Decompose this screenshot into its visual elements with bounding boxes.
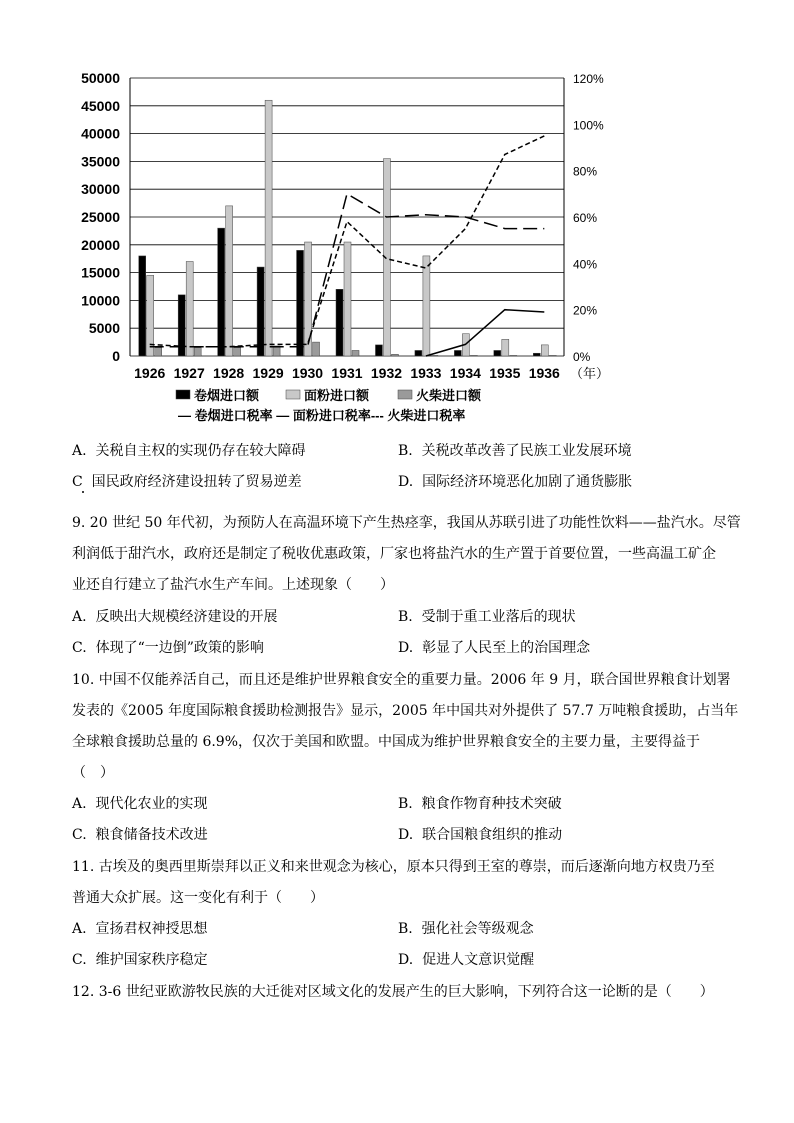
y-left-tick-label: 45000 bbox=[81, 97, 120, 114]
y-left-tick-label: 10000 bbox=[81, 292, 120, 309]
bar-火柴进口额-1935 bbox=[510, 355, 517, 356]
x-tick-label: 1931 bbox=[331, 365, 363, 381]
q9-option-d-text: 彰显了人民至上的治国理念 bbox=[422, 640, 591, 656]
q9-option-b-label: B. bbox=[398, 609, 413, 625]
q11-option-c-text: 维护国家秩序稳定 bbox=[95, 952, 208, 968]
bar-面粉进口额-1930 bbox=[305, 242, 312, 356]
bar-面粉进口额-1927 bbox=[186, 261, 193, 356]
y-right-tick-label: 80% bbox=[573, 164, 598, 179]
chart-legend bbox=[176, 388, 482, 423]
legend-swatch bbox=[176, 390, 190, 399]
y-left-tick-label: 0 bbox=[112, 348, 120, 364]
tariff-import-chart bbox=[0, 60, 794, 430]
q8-option-b-label: B. bbox=[398, 443, 413, 459]
y-left-tick-label: 5000 bbox=[88, 320, 120, 337]
chart-bars bbox=[139, 100, 557, 356]
q12-stem-line-1: 12. 3-6 世纪亚欧游牧民族的大迁徙对区域文化的发展产生的巨大影响，下列符合这一论断的是（ ） bbox=[72, 984, 714, 1000]
legend-row-2: — 卷烟进口税率 — 面粉进口税率--- 火柴进口税率 bbox=[178, 408, 466, 423]
legend-label: 火柴进口额 bbox=[416, 388, 482, 403]
y-right-tick-label: 60% bbox=[573, 211, 598, 225]
q11-stem-line-2: 普通大众扩展。这一变化有利于（ ） bbox=[72, 890, 324, 906]
q8-option-d-label: D. bbox=[398, 474, 414, 490]
x-tick-label: 1928 bbox=[213, 365, 245, 381]
bar-卷烟进口额-1929 bbox=[257, 267, 264, 356]
bar-卷烟进口额-1936 bbox=[533, 353, 540, 356]
y-right-tick-label: 20% bbox=[573, 303, 598, 318]
q10-stem-line-4: （ ） bbox=[72, 765, 114, 781]
q9-stem-line-1: 9. 20 世纪 50 年代初，为预防人在高温环境下产生热痉挛，我国从苏联引进了功能性饮料——盐汽水。尽管 bbox=[72, 515, 741, 531]
q10-option-a-label: A. bbox=[72, 796, 87, 812]
q11-option-b[interactable] bbox=[398, 919, 534, 939]
q10-option-c-text: 粮食储备技术改进 bbox=[95, 827, 208, 843]
q10-option-d-label: D. bbox=[398, 827, 414, 843]
x-tick-label: 1927 bbox=[173, 365, 205, 381]
q8-option-c[interactable] bbox=[72, 472, 302, 492]
bar-火柴进口额-1927 bbox=[194, 348, 201, 356]
y-right-tick-label: 40% bbox=[573, 257, 598, 272]
q8-option-d[interactable] bbox=[398, 472, 632, 492]
bar-火柴进口额-1926 bbox=[155, 348, 162, 356]
q8-option-c-text: 国民政府经济建设扭转了贸易逆差 bbox=[91, 474, 302, 490]
bar-卷烟进口额-1935 bbox=[494, 350, 501, 356]
bar-火柴进口额-1936 bbox=[549, 355, 556, 356]
legend-label: 卷烟进口额 bbox=[194, 388, 260, 403]
q9-stem-line-3: 业还自行建立了盐汽水生产车间。上述现象（ ） bbox=[72, 577, 394, 593]
stray-dot bbox=[82, 491, 84, 493]
q8-option-a-label: A. bbox=[72, 443, 87, 459]
bar-火柴进口额-1932 bbox=[391, 354, 398, 356]
q10-stem-line-1: 10. 中国不仅能养活自己，而且还是维护世界粮食安全的重要力量。2006 年 9 月，联合国世界粮食计划署 bbox=[72, 672, 731, 688]
line-卷烟进口税率 bbox=[426, 310, 544, 356]
bar-火柴进口额-1934 bbox=[470, 355, 477, 356]
bar-火柴进口额-1931 bbox=[352, 350, 359, 356]
y-right-tick-label: 0% bbox=[573, 350, 591, 364]
x-tick-label: 1932 bbox=[370, 365, 403, 381]
q11-option-d-label: D. bbox=[398, 952, 414, 968]
legend-swatch bbox=[398, 390, 412, 399]
q8-option-b-text: 关税改革改善了民族工业发展环境 bbox=[421, 443, 632, 459]
bar-面粉进口额-1933 bbox=[423, 256, 430, 356]
q11-option-a[interactable] bbox=[72, 919, 207, 939]
x-tick-label: 1933 bbox=[410, 365, 442, 381]
q9-option-d[interactable] bbox=[398, 638, 590, 658]
q10-option-b[interactable] bbox=[398, 794, 562, 814]
x-tick-label: 1936 bbox=[528, 365, 560, 381]
bar-面粉进口额-1936 bbox=[541, 345, 548, 356]
bar-卷烟进口额-1932 bbox=[375, 345, 382, 356]
q9-option-a-label: A. bbox=[72, 609, 87, 625]
q10-stem-line-3: 全球粮食援助总量的 6.9%，仅次于美国和欧盟。中国成为维护世界粮食安全的主要力量，主要得益于 bbox=[72, 734, 701, 750]
x-tick-label: 1930 bbox=[291, 365, 324, 381]
q11-option-c[interactable] bbox=[72, 950, 208, 970]
bar-面粉进口额-1935 bbox=[502, 339, 509, 356]
y-left-tick-label: 30000 bbox=[81, 181, 120, 198]
legend-label: 面粉进口额 bbox=[304, 388, 370, 403]
bar-卷烟进口额-1928 bbox=[218, 228, 225, 356]
legend-swatch bbox=[286, 390, 300, 399]
x-unit-label: （年） bbox=[570, 366, 610, 381]
q11-option-d[interactable] bbox=[398, 950, 534, 970]
bar-卷烟进口额-1934 bbox=[454, 350, 461, 356]
q9-option-a[interactable] bbox=[72, 607, 277, 627]
q9-option-a-text: 反映出大规模经济建设的开展 bbox=[95, 609, 278, 625]
y-left-tick-label: 25000 bbox=[81, 209, 120, 225]
q11-option-b-label: B. bbox=[398, 921, 413, 937]
q10-option-a-text: 现代化农业的实现 bbox=[95, 796, 208, 812]
bar-火柴进口额-1928 bbox=[234, 348, 241, 356]
q10-option-c[interactable] bbox=[72, 825, 208, 845]
q10-option-c-label: C. bbox=[72, 827, 87, 843]
bar-火柴进口额-1929 bbox=[273, 346, 280, 356]
q8-option-b[interactable] bbox=[398, 441, 632, 461]
y-right-tick-label: 100% bbox=[573, 118, 604, 133]
q9-option-d-label: D. bbox=[398, 640, 414, 656]
q8-option-d-text: 国际经济环境恶化加剧了通货膨胀 bbox=[422, 474, 633, 490]
q11-stem-line-1: 11. 古埃及的奥西里斯崇拜以正义和来世观念为核心，原本只得到王室的尊崇，而后逐渐向地方权贵乃至 bbox=[72, 859, 715, 875]
q10-option-d[interactable] bbox=[398, 825, 562, 845]
q9-option-c-text: 体现了“一边倒”政策的影响 bbox=[95, 640, 264, 656]
q9-option-b[interactable] bbox=[398, 607, 576, 627]
y-left-tick-label: 15000 bbox=[81, 264, 120, 281]
y-left-tick-label: 35000 bbox=[81, 153, 120, 170]
q8-option-a[interactable] bbox=[72, 441, 305, 461]
bar-面粉进口额-1928 bbox=[226, 206, 233, 356]
bar-火柴进口额-1930 bbox=[313, 342, 320, 356]
q9-option-c-label: C. bbox=[72, 640, 87, 656]
q10-stem-line-2: 发表的《2005 年度国际粮食援助检测报告》显示，2005 年中国共对外提供了 57.7 万吨粮食援助，占当年 bbox=[72, 703, 739, 719]
x-tick-label: 1935 bbox=[489, 365, 521, 381]
q11-option-c-label: C. bbox=[72, 952, 87, 968]
x-tick-label: 1926 bbox=[134, 365, 166, 381]
x-tick-label: 1929 bbox=[252, 365, 284, 381]
y-left-tick-label: 50000 bbox=[81, 70, 120, 86]
y-right-tick-label: 120% bbox=[573, 72, 604, 86]
bar-面粉进口额-1929 bbox=[265, 100, 272, 356]
bar-面粉进口额-1931 bbox=[344, 242, 351, 356]
q11-option-b-text: 强化社会等级观念 bbox=[421, 921, 534, 937]
q9-option-b-text: 受制于重工业落后的现状 bbox=[421, 609, 576, 625]
bar-卷烟进口额-1933 bbox=[415, 350, 422, 356]
q9-stem-line-2: 利润低于甜汽水，政府还是制定了税收优惠政策，厂家也将盐汽水的生产置于首要位置，一些高温工矿企 bbox=[72, 546, 716, 562]
q8-option-c-label: C bbox=[72, 474, 83, 490]
x-tick-label: 1934 bbox=[449, 365, 481, 381]
q10-option-b-text: 粮食作物育种技术突破 bbox=[421, 796, 562, 812]
bar-卷烟进口额-1930 bbox=[297, 250, 304, 356]
q11-option-d-text: 促进人文意识觉醒 bbox=[422, 952, 535, 968]
q10-option-d-text: 联合国粮食组织的推动 bbox=[422, 827, 563, 843]
bar-卷烟进口额-1926 bbox=[139, 256, 146, 356]
bar-卷烟进口额-1931 bbox=[336, 289, 343, 356]
q9-option-c[interactable] bbox=[72, 638, 264, 658]
y-left-tick-label: 40000 bbox=[81, 125, 120, 142]
q8-option-a-text: 关税自主权的实现仍存在较大障碍 bbox=[95, 443, 306, 459]
q10-option-b-label: B. bbox=[398, 796, 413, 812]
q11-option-a-text: 宣扬君权神授思想 bbox=[95, 921, 208, 937]
y-left-tick-label: 20000 bbox=[81, 236, 120, 253]
q10-option-a[interactable] bbox=[72, 794, 207, 814]
bar-火柴进口额-1933 bbox=[431, 355, 438, 356]
q11-option-a-label: A. bbox=[72, 921, 87, 937]
